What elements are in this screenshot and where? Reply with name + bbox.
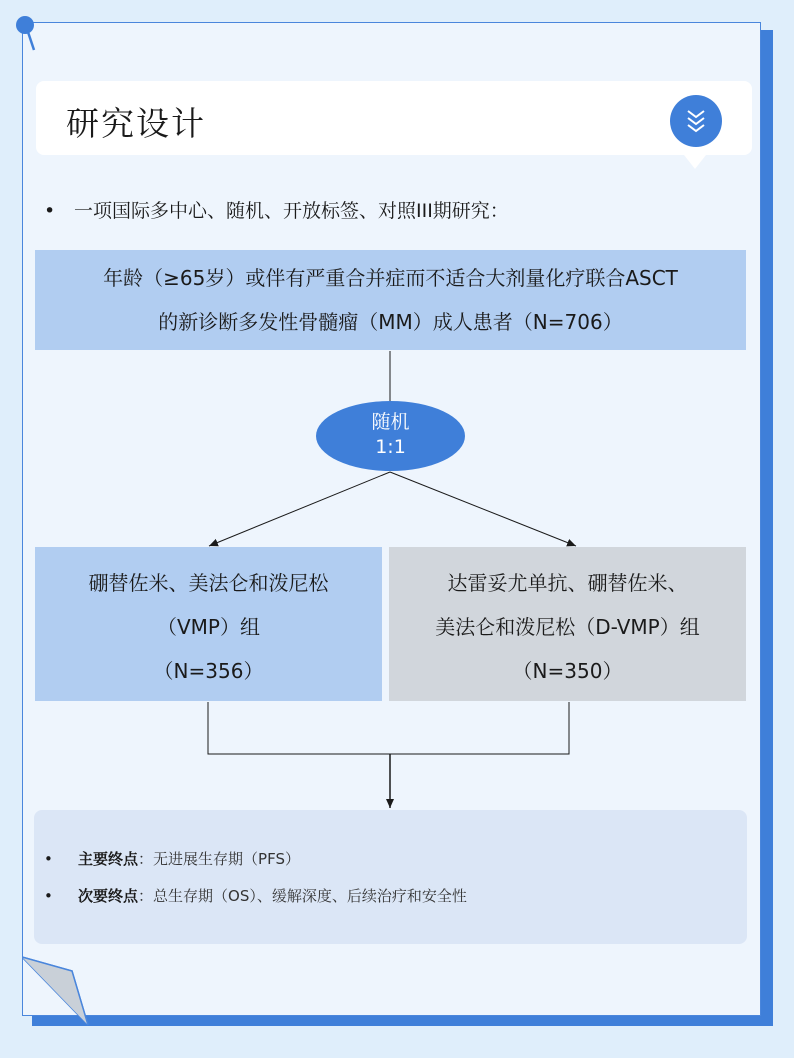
arm-dvmp-line-1: 达雷妥尤单抗、硼替佐米、 — [447, 571, 688, 595]
arrow-to-right-arm — [390, 472, 576, 546]
study-description-text: 一项国际多中心、随机、开放标签、对照III期研究： — [74, 200, 509, 222]
primary-endpoint-label: 主要终点 — [78, 850, 139, 868]
primary-endpoint — [44, 848, 747, 885]
arm-dvmp-line-3: （N=350） — [512, 659, 623, 683]
secondary-endpoint-label: 次要终点 — [78, 887, 139, 905]
secondary-endpoint-sep: ： — [138, 887, 154, 905]
arm-vmp-line-3: （N=356） — [153, 659, 264, 683]
randomization-node — [316, 401, 465, 471]
page-title: 研究设计 — [66, 104, 206, 143]
arm-vmp-box — [35, 547, 382, 701]
arm-dvmp-line-2: 美法仑和泼尼松（D-VMP）组 — [435, 615, 700, 639]
secondary-endpoint-text: 总生存期（OS）、缓解深度、后续治疗和安全性 — [153, 887, 467, 905]
population-line-2: 的新诊断多发性骨髓瘤（MM）成人患者（N=706） — [158, 310, 623, 334]
population-box — [35, 250, 746, 350]
arm-vmp-line-1: 硼替佐米、美法仑和泼尼松 — [88, 571, 329, 595]
bullet: • — [44, 887, 53, 905]
arrow-to-left-arm — [209, 472, 390, 546]
primary-endpoint-text: 无进展生存期（PFS） — [153, 850, 300, 868]
bullet: • — [44, 200, 56, 222]
bullet: • — [44, 850, 53, 868]
primary-endpoint-sep: ： — [138, 850, 154, 868]
arm-vmp-line-2: （VMP）组 — [157, 615, 260, 639]
secondary-endpoint — [44, 885, 747, 922]
randomization-ratio: 1:1 — [375, 436, 406, 458]
arm-dvmp-box — [389, 547, 746, 701]
randomization-label: 随机 — [371, 411, 410, 433]
endpoints-panel — [34, 810, 747, 944]
connector-arms-merge — [208, 702, 569, 754]
population-line-1: 年龄（≥65岁）或伴有严重合并症而不适合大剂量化疗联合ASCT — [103, 266, 678, 290]
